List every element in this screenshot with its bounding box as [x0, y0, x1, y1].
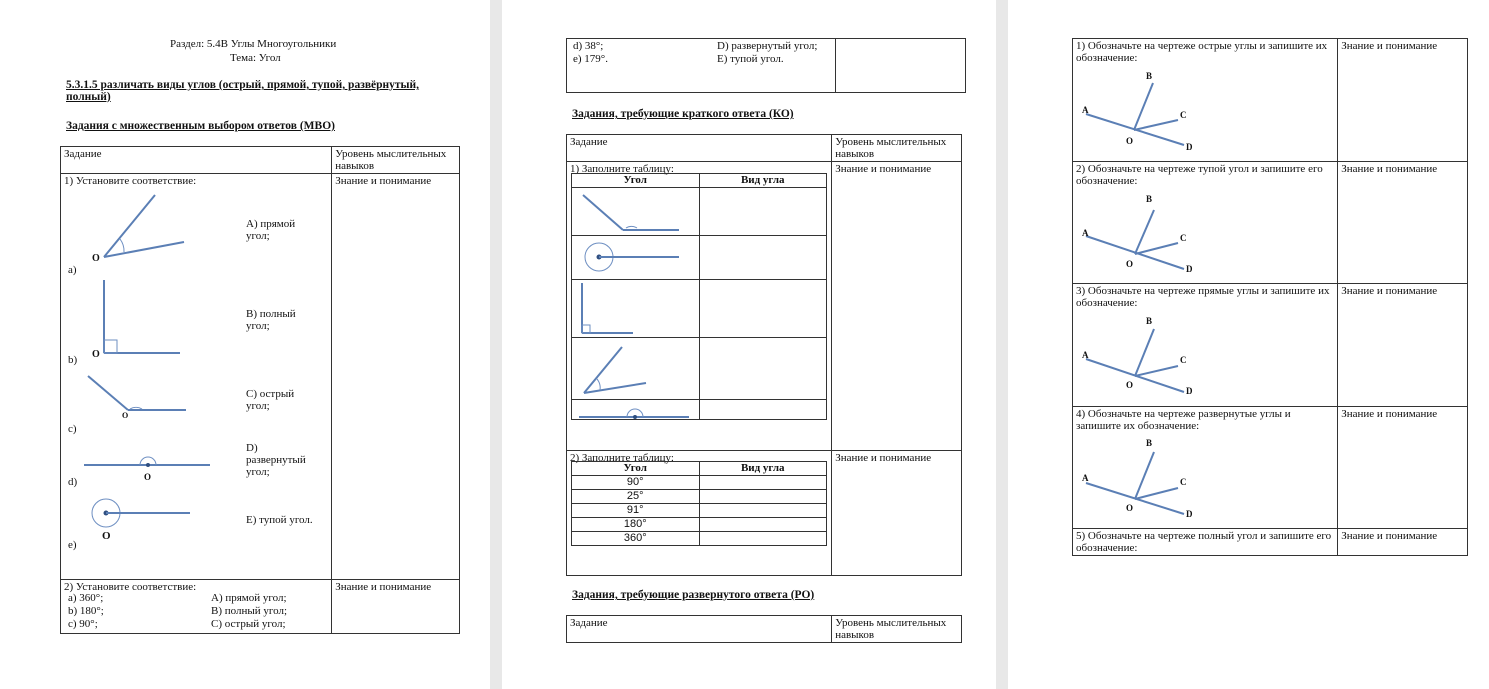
answer-e: Е) тупой угол. — [246, 514, 313, 526]
point-d: D — [1186, 264, 1193, 274]
label-task-2-text: 2) Обозначьте на чертеже тупой угол и запишите его обозначение: — [1076, 163, 1323, 187]
ro-col-task: Задание — [567, 616, 832, 643]
ro-col-level: Уровень мыслительных навыков — [832, 616, 962, 643]
ko-task1-level: Знание и понимание — [832, 162, 962, 451]
point-c: C — [1180, 355, 1187, 365]
ko-task1-text: 1) Заполните таблицу: — [570, 163, 674, 175]
cont-e: e) 179°. — [573, 53, 608, 65]
angle-table-col1: Угол — [572, 174, 700, 188]
label-task-5 — [1073, 529, 1338, 556]
point-c: C — [1180, 477, 1187, 487]
page-2 — [502, 0, 996, 689]
label-task-5-text: 5) Обозначьте на чертеже полный угол и запишите его обозначение: — [1076, 530, 1332, 554]
ro-table — [566, 615, 962, 643]
point-o-e: O — [102, 530, 111, 542]
type-cell[interactable] — [699, 532, 827, 546]
section-title: Раздел: 5.4В Углы Многоугольники — [170, 38, 337, 50]
label-level-2: Знание и понимание — [1338, 162, 1468, 284]
ro-heading: Задания, требующие развернутого ответа (РО) — [572, 589, 815, 601]
t2-c: c) 90°; — [68, 618, 98, 630]
task1-text: 1) Установите соответствие: — [64, 175, 197, 187]
option-c-label: c) — [68, 423, 77, 435]
point-a: A — [1082, 105, 1089, 115]
label-task-3-text: 3) Обозначьте на чертеже прямые углы и запишите их обозначение: — [1076, 285, 1330, 309]
label-task-1-text: 1) Обозначьте на чертеже острые углы и запишите их обозначение: — [1076, 40, 1328, 64]
ko-col-level: Уровень мыслительных навыков — [832, 135, 962, 162]
point-a: A — [1082, 228, 1089, 238]
label-task-4-text: 4) Обозначьте на чертеже развернутые углы и запишите их обозначение: — [1076, 408, 1291, 432]
degrees-table-col2: Вид угла — [699, 462, 827, 476]
answer-b: В) полный угол; — [246, 308, 296, 332]
ko-task2-level: Знание и понимание — [832, 451, 962, 576]
point-c: C — [1180, 233, 1187, 243]
t2-ra: А) прямой угол; — [211, 592, 287, 604]
point-d: D — [1186, 386, 1193, 396]
type-cell[interactable] — [699, 188, 827, 236]
degree-cell: 360° — [572, 532, 700, 546]
mvo-heading: Задания с множественным выбором ответов (МВО) — [66, 120, 335, 132]
option-a-label: a) — [68, 264, 77, 276]
degree-cell: 91° — [572, 504, 700, 518]
type-cell[interactable] — [699, 490, 827, 504]
type-cell[interactable] — [699, 338, 827, 400]
degree-cell: 180° — [572, 518, 700, 532]
point-b: B — [1146, 316, 1153, 326]
cont-d: d) 38°; — [573, 40, 604, 52]
continuation-level — [836, 39, 966, 93]
type-cell[interactable] — [699, 476, 827, 490]
point-b: B — [1146, 71, 1153, 81]
angle-table-figures — [571, 187, 699, 423]
cont-rd: D) развернутый угол; — [717, 40, 818, 52]
task2-level: Знание и понимание — [332, 580, 460, 634]
option-e-label: e) — [68, 539, 77, 551]
cont-re: Е) тупой угол. — [717, 53, 784, 65]
point-d: D — [1186, 142, 1193, 152]
continuation-cell — [567, 39, 836, 93]
answer-d: D) развернутый угол; — [246, 442, 306, 478]
ko-task2-text: 2) Заполните таблицу: — [570, 452, 674, 464]
point-o-b: O — [92, 349, 100, 360]
point-a: A — [1082, 350, 1089, 360]
type-cell[interactable] — [699, 518, 827, 532]
task2-text: 2) Установите соответствие: — [64, 581, 197, 593]
t2-rb: В) полный угол; — [211, 605, 288, 617]
topic-title: Тема: Угол — [230, 52, 281, 64]
point-o-c: O — [122, 411, 129, 420]
type-cell[interactable] — [699, 236, 827, 280]
continuation-table — [566, 38, 966, 93]
type-cell[interactable] — [699, 280, 827, 338]
answer-a: А) прямой угол; — [246, 218, 296, 242]
label-level-3: Знание и понимание — [1338, 284, 1468, 407]
angle-table-col2: Вид угла — [699, 174, 827, 188]
ko-col-task: Задание — [567, 135, 832, 162]
type-cell[interactable] — [699, 400, 827, 420]
label-level-5: Знание и понимание — [1338, 529, 1468, 556]
objective: 5.3.1.5 различать виды углов (острый, прямой, тупой, развёрнутый, полный) — [66, 79, 420, 103]
answer-c: С) острый угол; — [246, 388, 295, 412]
point-b: B — [1146, 194, 1153, 204]
point-d: D — [1186, 509, 1193, 519]
option-d-label: d) — [68, 476, 78, 488]
degree-cell: 25° — [572, 490, 700, 504]
point-c: C — [1180, 110, 1187, 120]
option-b-label: b) — [68, 354, 78, 366]
point-o: O — [1126, 503, 1134, 513]
col-level-header: Уровень мыслительных навыков — [332, 147, 460, 174]
point-a: A — [1082, 473, 1089, 483]
degrees-table — [571, 461, 827, 546]
degrees-table-col1: Угол — [572, 462, 700, 476]
point-o: O — [1126, 259, 1134, 269]
point-o-d: O — [144, 472, 152, 482]
point-o: O — [1126, 380, 1134, 390]
point-o-a: O — [92, 253, 100, 264]
t2-a: a) 360°; — [68, 592, 104, 604]
label-level-1: Знание и понимание — [1338, 39, 1468, 162]
t2-rc: С) острый угол; — [211, 618, 286, 630]
point-b: B — [1146, 438, 1153, 448]
type-cell[interactable] — [699, 504, 827, 518]
degree-cell: 90° — [572, 476, 700, 490]
label-level-4: Знание и понимание — [1338, 407, 1468, 529]
task1-level: Знание и понимание — [332, 174, 460, 580]
page-3 — [1008, 0, 1489, 689]
point-o: O — [1126, 136, 1134, 146]
ko-heading: Задания, требующие краткого ответа (КО) — [572, 108, 794, 120]
page-1 — [0, 0, 490, 689]
col-task-header: Задание — [61, 147, 332, 174]
t2-b: b) 180°; — [68, 605, 104, 617]
